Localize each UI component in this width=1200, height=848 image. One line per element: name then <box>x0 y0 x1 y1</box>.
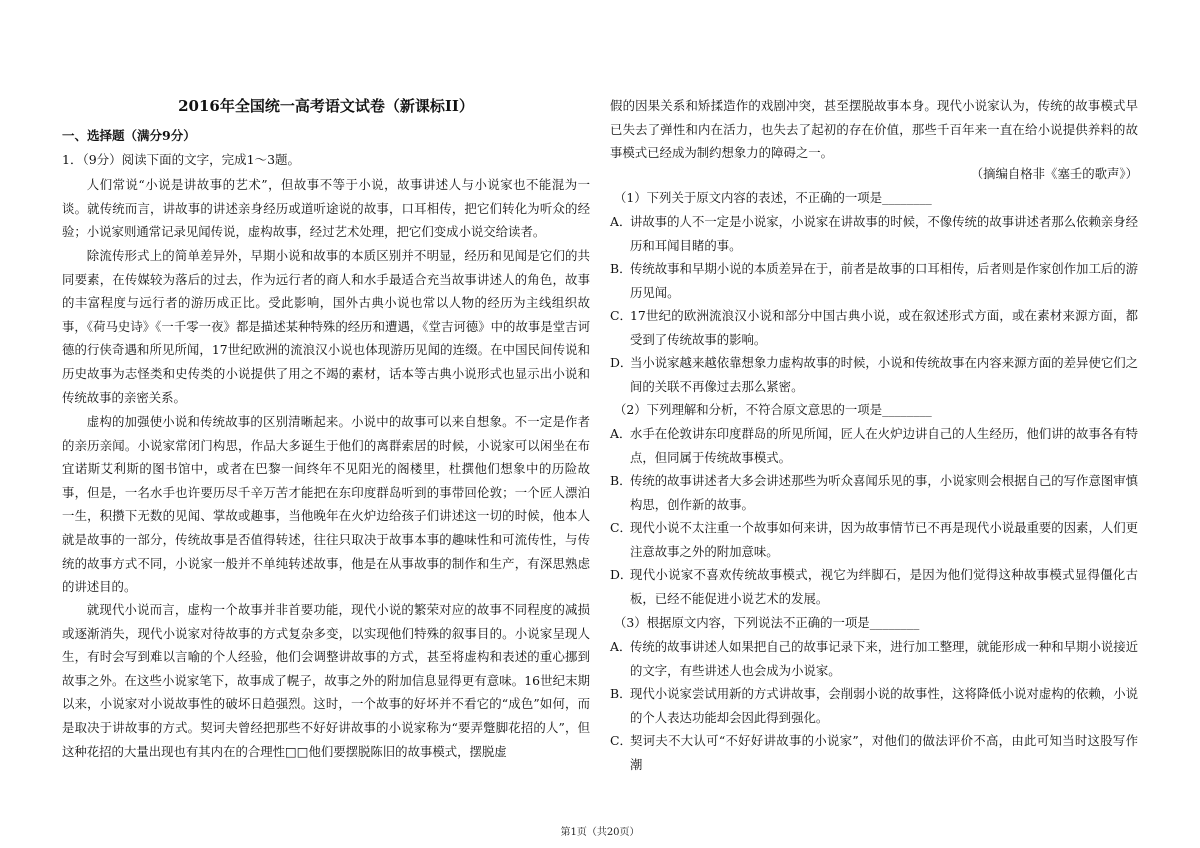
option-text: 现代小说家不喜欢传统故事模式，视它为绊脚石，是因为他们觉得这种故事模式显得僵化古板，已经不能促进小说艺术的发展。 <box>630 567 1138 606</box>
q2-option-b <box>610 469 1138 516</box>
option-label: B． <box>610 473 632 488</box>
option-label: A． <box>610 214 632 229</box>
q2-option-c <box>610 516 1138 563</box>
option-label: C． <box>610 308 632 323</box>
exam-title: 2016年全国统一高考语文试卷（新课标II） <box>178 97 474 115</box>
option-text: 讲故事的人不一定是小说家，小说家在讲故事的时候，不像传统的故事讲述者那么依赖亲身经历和耳闻目睹的事。 <box>630 214 1139 253</box>
option-label: D． <box>610 567 633 582</box>
option-label: A． <box>610 639 632 654</box>
q2-option-d <box>610 563 1138 610</box>
passage-paragraph-3: 虚构的加强使小说和传统故事的区别清晰起来。小说中的故事可以来自想象。不一定是作者的亲历亲闻。小说家常闭门构思，作品大多诞生于他们的离群索居的时候，小说家可以闲坐在布宜诺斯艾利斯的图书馆中，或者在巴黎一间终年不见阳光的阁楼里，杜撰他们想象中的历险故事，但是，一名水手也许要历尽千辛万苦才能把在东印度群岛听到的事带回伦敦；一个匠人漂泊一生，积攒下无数的见闻、掌故或趣事，当他晚年在火炉边给孩子们讲述这一切的时候，他本人就是故事的一部分，传统故事是否值得转述，往往只取决于故事本事的趣味性和可流传性，与传统的故事方式不同，小说家一般并不单纯转述故事，他是在从事故事的制作和生产，有深思熟虑的讲述目的。 <box>62 414 590 595</box>
option-label: A． <box>610 426 632 441</box>
q3-option-c <box>610 729 1138 776</box>
page-footer: 第1页（共20页） <box>560 827 640 838</box>
option-label: D． <box>610 355 633 370</box>
passage-paragraph-4: 就现代小说而言，虚构一个故事并非首要功能，现代小说的繁荣对应的故事不同程度的减损或逐渐消失，现代小说家对待故事的方式复杂多变，以实现他们特殊的叙事目的。小说家呈现人生，有时会写到难以言喻的个人经验，他们会调整讲故事的方式，甚至将虚构和表述的重心挪到故事之外。在这些小说家笔下，故事成了幌子，故事之外的附加信息显得更有意味。16世纪末期以来，小说家对小说故事性的破坏日趋强烈。这时，一个故事的好坏并不看它的“成色”如何，而是取决于讲故事的方式。契诃夫曾经把那些不好好讲故事的小说家称为“要弄蹩脚花招的人”，但这种花招的大量出现也有其内在的合理性□□他们要摆脱陈旧的故事模式，摆脱虚 <box>62 602 590 759</box>
option-label: B． <box>610 261 632 276</box>
q1-option-a <box>610 210 1138 257</box>
option-label: B． <box>610 686 632 701</box>
q3-option-a <box>610 635 1138 682</box>
option-label: C． <box>610 520 632 535</box>
passage-source: （摘编自格非《塞壬的歌声》） <box>970 166 1138 181</box>
question-1-stem: （1）下列关于原文内容的表述，不正确的一项是________ <box>614 190 932 205</box>
q1-option-d <box>610 351 1138 398</box>
option-text: 17世纪的欧洲流浪汉小说和部分中国古典小说，或在叙述形式方面，或在素材来源方面，都受到了传统故事的影响。 <box>630 308 1138 347</box>
option-text: 契诃夫不大认可“不好好讲故事的小说家”，对他们的做法评价不高，由此可知当时这股写作潮 <box>630 733 1138 772</box>
question-header: 1．（9分）阅读下面的文字，完成1～3题。 <box>62 152 301 167</box>
q1-option-b <box>610 257 1138 304</box>
q1-option-c <box>610 304 1138 351</box>
option-text: 水手在伦敦讲东印度群岛的所见所闻，匠人在火炉边讲自己的人生经历，他们讲的故事各有特点，但同属于传统故事模式。 <box>630 426 1139 465</box>
q2-option-a <box>610 422 1138 469</box>
question-3-stem: （3）根据原文内容，下列说法不正确的一项是________ <box>614 615 920 630</box>
option-text: 传统的故事讲述人如果把自己的故事记录下来，进行加工整理，就能形成一种和早期小说接近的文字，有些讲述人也会成为小说家。 <box>630 639 1139 678</box>
passage-paragraph-2: 除流传形式上的简单差异外，早期小说和故事的本质区别并不明显，经历和见闻是它们的共同要素，在传媒较为落后的过去，作为远行者的商人和水手最适合充当故事讲述人的角色，故事的丰富程度与远行者的游历成正比。受此影响，国外古典小说也常以人物的经历为主线组织故事，《荷马史诗》《一千零一夜》都是描述某种特殊的经历和遭遇，《堂吉诃德》中的故事是堂吉诃德的行侠奇遇和所见所闻，17世纪欧洲的流浪汉小说也体现游历见闻的连缀。在中国民间传说和历史故事为志怪类和史传类的小说提供了用之不竭的素材，话本等古典小说形式也显示出小说和传统故事的亲密关系。 <box>62 248 590 405</box>
option-text: 现代小说家尝试用新的方式讲故事，会削弱小说的故事性，这将降低小说对虚构的依赖，小说的个人表达功能却会因此得到强化。 <box>630 686 1139 725</box>
option-label: C． <box>610 733 632 748</box>
passage-paragraph-1: 人们常说“小说是讲故事的艺术”，但故事不等于小说，故事讲述人与小说家也不能混为一谈。就传统而言，讲故事的讲述亲身经历或道听途说的故事，口耳相传，把它们转化为听众的经验；小说家则通常记录见闻传说，虚构故事，经过艺术处理，把它们变成小说交给读者。 <box>62 177 590 240</box>
q3-option-b <box>610 682 1138 729</box>
option-text: 现代小说不太注重一个故事如何来讲，因为故事情节已不再是现代小说最重要的因素，人们更注意故事之外的附加意味。 <box>630 520 1139 559</box>
section-heading: 一、选择题（满分9分） <box>62 128 196 143</box>
option-text: 传统的故事讲述者大多会讲述那些为听众喜闻乐见的事，小说家则会根据自己的写作意图审慎构思，创作新的故事。 <box>630 473 1139 512</box>
option-text: 传统故事和早期小说的本质差异在于，前者是故事的口耳相传，后者则是作家创作加工后的游历见闻。 <box>630 261 1139 300</box>
option-text: 当小说家越来越依靠想象力虚构故事的时候，小说和传统故事在内容来源方面的差异使它们之间的关联不再像过去那么紧密。 <box>630 355 1139 394</box>
question-2-stem: （2）下列理解和分析，不符合原文意思的一项是________ <box>614 402 932 417</box>
passage-continued: 假的因果关系和矫揉造作的戏剧冲突，甚至摆脱故事本身。现代小说家认为，传统的故事模式早已失去了弹性和内在活力，也失去了起初的存在价值，那些千百年来一直在给小说提供养料的故事模式已经成为制约想象力的障碍之一。 <box>610 98 1138 161</box>
